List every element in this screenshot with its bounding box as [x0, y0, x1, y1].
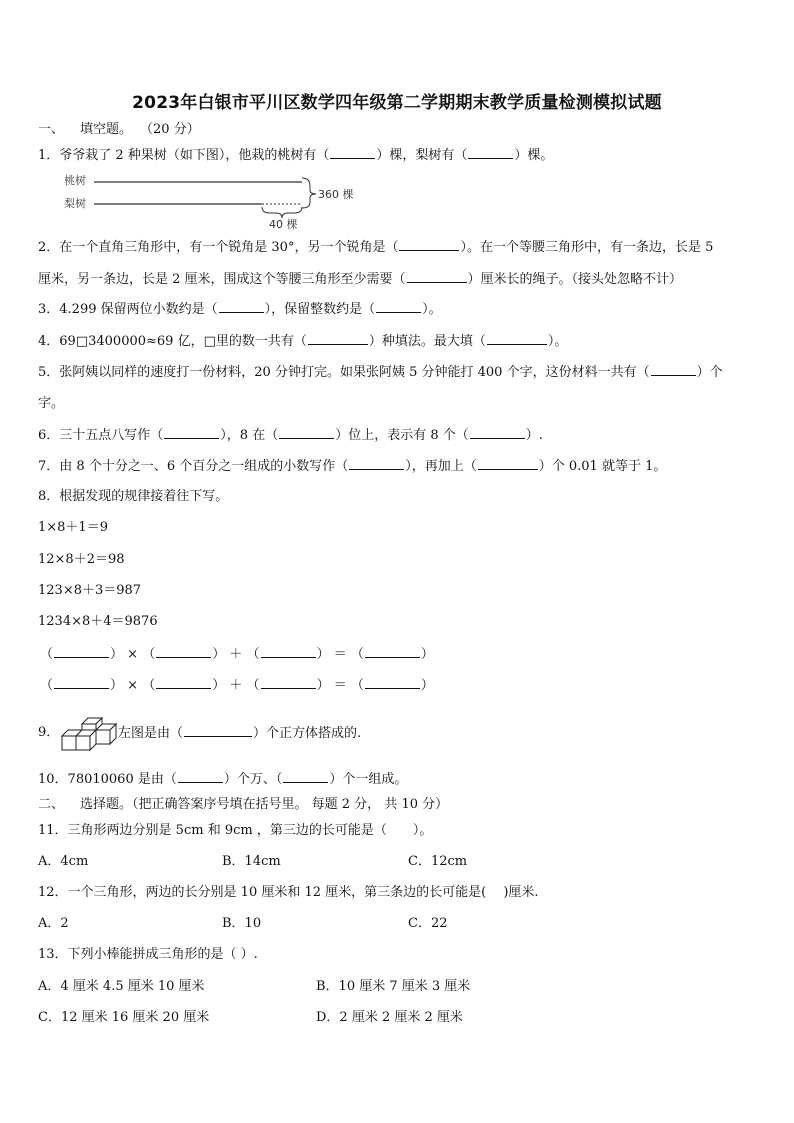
- equation-row: 12×8＋2＝98: [38, 552, 125, 567]
- question-text: 爷爷栽了 2 种果树（如下图），他栽的桃树有（: [59, 148, 330, 163]
- difference-label: 40 棵: [269, 218, 298, 230]
- option-d[interactable]: D．2 厘米 2 厘米 2 厘米: [316, 1010, 463, 1025]
- question-4: 4．69□3400000≈69 亿，□里的数一共有（ ）种填法。最大填（ ）。: [38, 334, 568, 349]
- question-3: 3．4.299 保留两位小数约是（ ），保留整数约是（ ）。: [38, 302, 442, 317]
- line-segment-diagram: [64, 174, 364, 230]
- answer-blank[interactable]: [54, 645, 109, 658]
- question-7: 7．由 8 个十分之一、6 个百分之一组成的小数写作（ ），再加上（ ）个 0.01 就等于 1。: [38, 459, 667, 474]
- option-a[interactable]: A．4 厘米 4.5 厘米 10 厘米: [38, 979, 205, 994]
- tree-count-diagram: [64, 174, 364, 234]
- question-2-cont: 厘米，另一条边，长是 2 厘米，围成这个等腰三角形至少需要（ ）厘米长的绳子。（接头处忽略不计）: [38, 272, 683, 287]
- total-label: 360 棵: [318, 188, 354, 201]
- question-10: 10．78010060 是由（ ）个万、（ ）个一组成。: [38, 772, 408, 787]
- answer-blank[interactable]: [349, 457, 404, 470]
- answer-blank[interactable]: [261, 676, 316, 689]
- question-11: 11．三角形两边分别是 5cm 和 9cm ，第三边的长可能是（ ）。: [38, 823, 433, 838]
- cubes-icon: [58, 712, 120, 754]
- answer-blank[interactable]: [54, 676, 109, 689]
- question-text: ）棵，梨树有（: [376, 148, 468, 163]
- page-title: 2023年白银市平川区数学四年级第二学期期末教学质量检测模拟试题: [132, 93, 662, 113]
- question-text: ）棵。: [514, 148, 554, 163]
- equation-row: 1×8＋1＝9: [38, 520, 108, 535]
- answer-blank[interactable]: [178, 770, 223, 783]
- question-2: 2．在一个直角三角形中，有一个锐角是 30°，另一个锐角是（ ）。在一个等腰三角形中，有一条边，长是 5: [38, 240, 714, 255]
- answer-blank[interactable]: [156, 645, 211, 658]
- answer-blank[interactable]: [407, 270, 467, 283]
- answer-blank[interactable]: [470, 426, 525, 439]
- question-12: 12．一个三角形，两边的长分别是 10 厘米和 12 厘米，第三条边的长可能是( )厘米.: [38, 885, 539, 900]
- answer-blank[interactable]: [279, 426, 334, 439]
- section-2-header: 二、 选择题。（把正确答案序号填在括号里。 每题 2 分， 共 10 分）: [38, 797, 449, 812]
- answer-blank[interactable]: [156, 676, 211, 689]
- question-13: 13．下列小棒能拼成三角形的是（ ）.: [38, 947, 258, 962]
- peach-label: 桃树: [64, 174, 86, 187]
- option-a[interactable]: A．4cm: [38, 854, 89, 869]
- section-1-text: 填空题。: [80, 122, 133, 137]
- equation-fill-row-2: （ ） × （ ） ＋ （ ） ＝ （ ）: [40, 678, 434, 693]
- question-8: 8．根据发现的规律接着往下写。: [38, 489, 229, 504]
- option-b[interactable]: B．10: [222, 916, 262, 931]
- total-brace: [302, 178, 316, 208]
- answer-blank[interactable]: [283, 770, 328, 783]
- answer-blank[interactable]: [308, 332, 368, 345]
- question-5: 5．张阿姨以同样的速度打一份材料，20 分钟打完。如果张阿姨 5 分钟能打 400 个字，这份材料一共有（ ）个: [38, 365, 723, 380]
- answer-blank[interactable]: [478, 457, 538, 470]
- section-1-label: 一、: [38, 122, 65, 137]
- question-9-number: 9．: [38, 725, 60, 740]
- answer-blank[interactable]: [487, 332, 547, 345]
- equation-row: 1234×8＋4＝9876: [38, 614, 158, 629]
- answer-blank[interactable]: [399, 238, 459, 251]
- question-number: 1．: [38, 148, 60, 163]
- option-c[interactable]: C．12 厘米 16 厘米 20 厘米: [38, 1010, 210, 1025]
- question-9: 左图是由（ ）个正方体搭成的.: [118, 726, 362, 741]
- option-b[interactable]: B．10 厘米 7 厘米 3 厘米: [316, 979, 471, 994]
- answer-blank[interactable]: [376, 300, 421, 313]
- answer-blank[interactable]: [184, 724, 252, 737]
- stacked-cubes-figure: [58, 712, 120, 758]
- pear-label: 梨树: [64, 197, 86, 210]
- question-1: [38, 146, 553, 165]
- option-c[interactable]: C．22: [408, 916, 448, 931]
- answer-blank[interactable]: [219, 300, 264, 313]
- question-6: 6．三十五点八写作（ ），8 在（ ）位上，表示有 8 个（ ）.: [38, 428, 543, 443]
- section-1-header: [38, 121, 200, 139]
- option-a[interactable]: A．2: [38, 916, 69, 931]
- answer-blank[interactable]: [164, 426, 219, 439]
- option-b[interactable]: B．14cm: [222, 854, 281, 869]
- answer-blank[interactable]: [365, 645, 420, 658]
- answer-blank[interactable]: [468, 146, 513, 159]
- option-c[interactable]: C．12cm: [408, 854, 468, 869]
- equation-row: 123×8＋3＝987: [38, 583, 142, 598]
- answer-blank[interactable]: [651, 363, 696, 376]
- equation-fill-row-1: （ ） × （ ） ＋ （ ） ＝ （ ）: [40, 647, 434, 662]
- section-1-score: （20 分）: [140, 122, 200, 137]
- question-5-cont: 字。: [38, 396, 65, 411]
- answer-blank[interactable]: [365, 676, 420, 689]
- answer-blank[interactable]: [330, 146, 375, 159]
- difference-brace: [262, 207, 302, 218]
- answer-blank[interactable]: [261, 645, 316, 658]
